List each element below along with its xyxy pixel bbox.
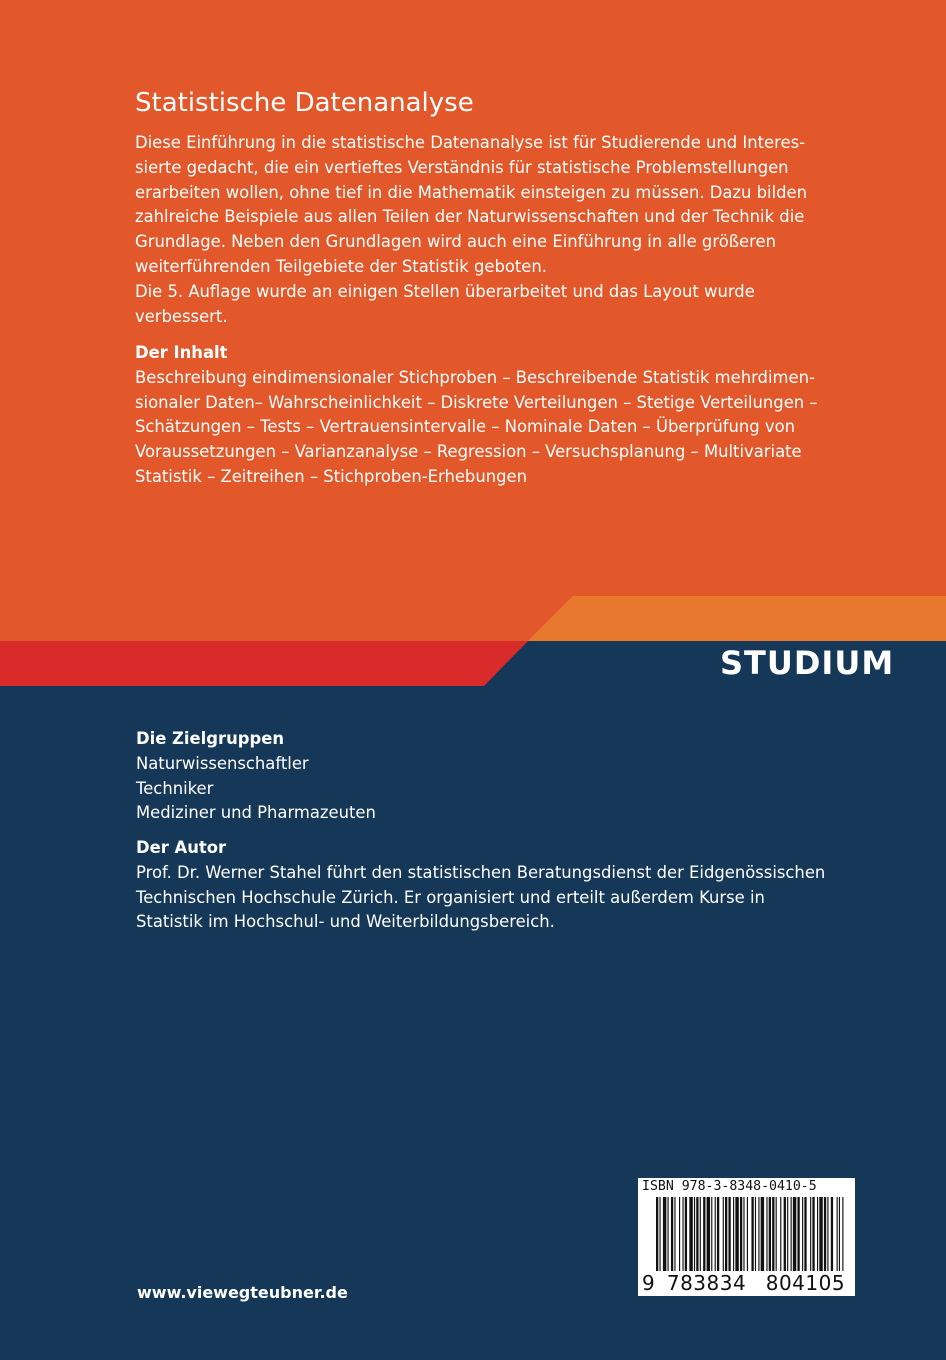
- barcode-bar: [717, 1197, 719, 1271]
- target-groups-heading: Die Zielgruppen: [136, 729, 285, 748]
- barcode-bar: [791, 1197, 792, 1271]
- author-heading: Der Autor: [136, 838, 227, 857]
- barcode-digit-right: 804105: [765, 1271, 846, 1295]
- barcode-bar: [679, 1197, 680, 1271]
- contents-line: Schätzungen – Tests – Vertrauensintervalle – Nominale Daten – Überprüfung von: [135, 417, 795, 437]
- barcode-bar: [735, 1197, 738, 1271]
- barcode-bar: [842, 1197, 843, 1271]
- barcode-bars: [656, 1197, 846, 1271]
- barcode-bar: [674, 1197, 675, 1271]
- barcode-bar: [797, 1197, 799, 1271]
- barcode-bar: [831, 1197, 833, 1271]
- barcode-digit-left: 783834: [666, 1271, 747, 1295]
- barcode-bar: [769, 1197, 771, 1271]
- contents-line: Voraussetzungen – Varianzanalyse – Regression – Versuchsplanung – Multivariate: [135, 442, 802, 462]
- barcode-bar: [793, 1197, 796, 1271]
- barcode-bar: [747, 1197, 748, 1271]
- barcode-bar: [837, 1197, 838, 1271]
- barcode-bar: [696, 1197, 698, 1271]
- barcode-bar: [758, 1197, 759, 1271]
- barcode-bar: [733, 1197, 734, 1271]
- author-section: [136, 836, 856, 935]
- barcode-bar: [812, 1197, 814, 1271]
- barcode-bar: [772, 1197, 774, 1271]
- barcode-digit-prefix: 9: [642, 1271, 656, 1295]
- barcode-bar: [740, 1197, 742, 1271]
- barcode-bar: [728, 1197, 730, 1271]
- barcode-bar: [824, 1197, 826, 1271]
- isbn-label: ISBN 978-3-8348-0410-5: [642, 1179, 817, 1194]
- barcode-digits: [642, 1271, 845, 1295]
- contents-line: sionaler Daten– Wahrscheinlichkeit – Diskrete Verteilungen – Stetige Verteilungen –: [135, 392, 818, 412]
- barcode-bar: [700, 1197, 701, 1271]
- barcode-bar: [663, 1197, 666, 1271]
- barcode-bar: [711, 1197, 712, 1271]
- barcode-bar: [751, 1197, 753, 1271]
- series-label: STUDIUM: [720, 644, 895, 682]
- barcode-bar: [671, 1197, 673, 1271]
- description-line: sierte gedacht, die ein vertieftes Verständnis für statistische Problemstellungen: [135, 157, 789, 177]
- barcode-bar: [668, 1197, 669, 1271]
- contents-heading: Der Inhalt: [135, 343, 228, 362]
- target-group-item: Naturwissenschaftler: [136, 753, 309, 773]
- barcode-bar: [780, 1197, 781, 1271]
- author-line: Prof. Dr. Werner Stahel führt den statistischen Beratungsdienst der Eidgenössischen: [136, 862, 826, 882]
- description-line: Diese Einführung in die statistische Datenanalyse ist für Studierende und Interes-: [135, 133, 806, 152]
- contents-line: Statistik – Zeitreihen – Stichproben-Erhebungen: [135, 466, 527, 486]
- description: [135, 131, 835, 329]
- contents-line: Beschreibung eindimensionaler Stichproben – Beschreibende Statistik mehrdimen-: [135, 367, 815, 387]
- book-title: Statistische Datenanalyse: [135, 88, 474, 118]
- barcode-bar: [761, 1197, 764, 1271]
- barcode-bar: [802, 1197, 803, 1271]
- barcode-bar: [656, 1197, 658, 1271]
- description-line: erarbeiten wollen, ohne tief in die Mathematik einsteigen zu müssen. Dazu bilden: [135, 182, 808, 202]
- description-line: Die 5. Auflage wurde an einigen Stellen überarbeitet und das Layout wurde: [135, 281, 755, 301]
- barcode-bar: [804, 1197, 806, 1271]
- barcode-bar: [703, 1197, 705, 1271]
- barcode-bar: [839, 1197, 840, 1271]
- red-stripe: [0, 641, 528, 686]
- isbn-barcode: [638, 1178, 855, 1296]
- barcode-bar: [766, 1197, 767, 1271]
- barcode-bar: [707, 1197, 710, 1271]
- barcode-bar: [776, 1197, 777, 1271]
- barcode-bar: [715, 1197, 716, 1271]
- target-groups-section: [136, 727, 856, 826]
- description-line: zahlreiche Beispiele aus allen Teilen der Naturwissenschaften und der Technik die: [135, 207, 805, 227]
- barcode-bar: [723, 1197, 724, 1271]
- author-line: Statistik im Hochschul- und Weiterbildungsbereich.: [136, 912, 555, 932]
- barcode-bar: [819, 1197, 822, 1271]
- barcode-bar: [682, 1197, 683, 1271]
- barcode-bar: [743, 1197, 744, 1271]
- contents-section: [135, 341, 835, 490]
- barcode-bar: [685, 1197, 687, 1271]
- target-group-item: Techniker: [136, 778, 214, 798]
- barcode-bar: [659, 1197, 660, 1271]
- barcode-bar: [827, 1197, 828, 1271]
- barcode-bar: [689, 1197, 692, 1271]
- barcode-bar: [817, 1197, 818, 1271]
- barcode-bar: [810, 1197, 811, 1271]
- target-group-item: Mediziner und Pharmazeuten: [136, 803, 376, 823]
- description-line: Grundlage. Neben den Grundlagen wird auch eine Einführung in alle größeren: [135, 232, 776, 252]
- description-line: weiterführenden Teilgebiete der Statistik geboten.: [135, 256, 547, 276]
- author-line: Technischen Hochschule Zürich. Er organisiert und erteilt außerdem Kurse in: [136, 887, 765, 907]
- barcode-bar: [784, 1197, 786, 1271]
- barcode-bar: [787, 1197, 788, 1271]
- description-line: verbessert.: [135, 306, 228, 326]
- barcode-bar: [694, 1197, 695, 1271]
- barcode-bar: [725, 1197, 727, 1271]
- orange-stripe: [528, 596, 946, 641]
- publisher-website[interactable]: www.viewegteubner.de: [137, 1283, 348, 1302]
- barcode-bar: [755, 1197, 756, 1271]
